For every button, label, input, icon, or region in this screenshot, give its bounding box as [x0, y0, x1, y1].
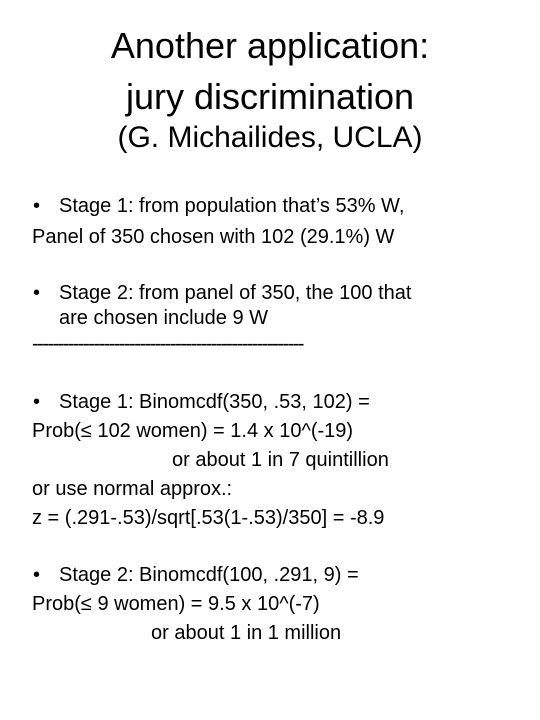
calc-stage2-line	[33, 565, 359, 585]
slide-title-line-1: Another application:	[110, 25, 430, 66]
calc-text: Stage 2: Binomcdf(100, .291, 9) =	[59, 564, 359, 586]
bullet-marker: •	[33, 564, 41, 586]
slide-subtitle: (G. Michailides, UCLA)	[117, 121, 423, 154]
bullet-text: Stage 1: from population that’s 53% W,	[59, 195, 405, 217]
calc-stage2-odds: or about 1 in 1 million	[151, 622, 342, 644]
bullet-marker: •	[33, 282, 41, 304]
calc-stage1-normal-approx: or use normal approx.:	[32, 478, 233, 500]
bullet-item-stage2	[33, 283, 411, 303]
calc-stage1-line	[33, 392, 370, 412]
calc-stage1-probability: Prob(≤ 102 women) = 1.4 x 10^(-19)	[32, 420, 354, 442]
bullet-marker: •	[33, 391, 41, 413]
bullet-continuation: are chosen include 9 W	[59, 307, 269, 329]
dashed-separator: -----------------------------------------------------	[32, 333, 303, 355]
bullet-item-stage1	[33, 196, 404, 216]
bullet-marker: •	[33, 195, 41, 217]
bullet-continuation: Panel of 350 chosen with 102 (29.1%) W	[32, 226, 395, 248]
calc-text: Stage 1: Binomcdf(350, .53, 102) =	[59, 391, 370, 413]
slide-title-line-2: jury discrimination	[125, 76, 415, 117]
calc-stage2-probability: Prob(≤ 9 women) = 9.5 x 10^(-7)	[32, 593, 320, 615]
calc-stage1-zscore: z = (.291-.53)/sqrt[.53(1-.53)/350] = -8.9	[32, 507, 385, 529]
bullet-text: Stage 2: from panel of 350, the 100 that	[59, 282, 412, 304]
calc-stage1-odds: or about 1 in 7 quintillion	[172, 449, 389, 471]
